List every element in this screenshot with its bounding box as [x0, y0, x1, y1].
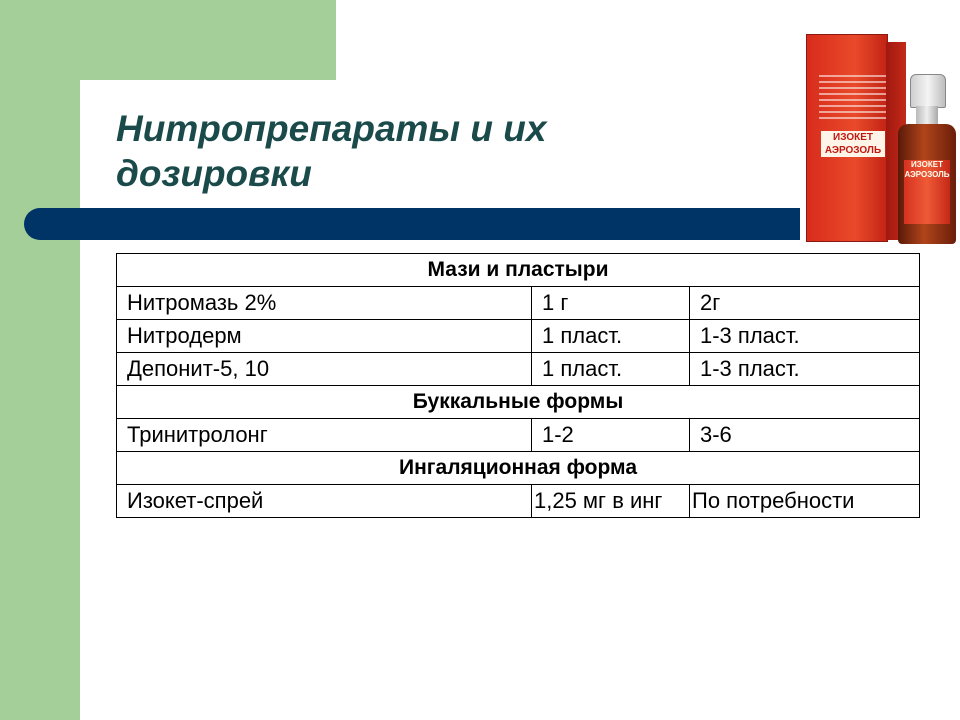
dosage-table	[116, 253, 920, 518]
table-row	[117, 287, 920, 320]
box-label: ИЗОКЕТ АЭРОЗОЛЬ	[821, 131, 885, 157]
drug-name-cell: Депонит-5, 10	[117, 353, 532, 386]
bottle-label: ИЗОКЕТ АЭРОЗОЛЬ	[904, 160, 950, 224]
medicine-box	[806, 34, 888, 242]
spray-cap	[910, 74, 946, 108]
isoket-product-image	[800, 20, 960, 248]
daily-dose-cell: По потребности	[690, 485, 920, 518]
section-heading: Ингаляционная форма	[117, 452, 920, 485]
single-dose-cell: 1 пласт.	[532, 353, 690, 386]
daily-dose-cell: 3-6	[690, 419, 920, 452]
decor-green-top	[80, 0, 336, 80]
table-row	[117, 485, 920, 518]
daily-dose-cell: 1-3 пласт.	[690, 320, 920, 353]
spray-neck	[916, 106, 938, 126]
single-dose-cell: 1 г	[532, 287, 690, 320]
single-dose-cell: 1,25 мг в инг	[532, 485, 690, 518]
table-row	[117, 419, 920, 452]
slide-title: Нитропрепараты и их дозировки	[116, 108, 547, 194]
decor-green-left	[0, 0, 80, 720]
section-heading: Буккальные формы	[117, 386, 920, 419]
drug-name-cell: Нитродерм	[117, 320, 532, 353]
table-row	[117, 320, 920, 353]
drug-name-cell: Изокет-спрей	[117, 485, 532, 518]
daily-dose-cell: 2г	[690, 287, 920, 320]
section-heading: Мази и пластыри	[117, 254, 920, 287]
drug-name-cell: Тринитролонг	[117, 419, 532, 452]
daily-dose-cell: 1-3 пласт.	[690, 353, 920, 386]
section-row	[117, 452, 920, 485]
single-dose-cell: 1-2	[532, 419, 690, 452]
table-row	[117, 353, 920, 386]
single-dose-cell: 1 пласт.	[532, 320, 690, 353]
section-row	[117, 254, 920, 287]
section-row	[117, 386, 920, 419]
drug-name-cell: Нитромазь 2%	[117, 287, 532, 320]
